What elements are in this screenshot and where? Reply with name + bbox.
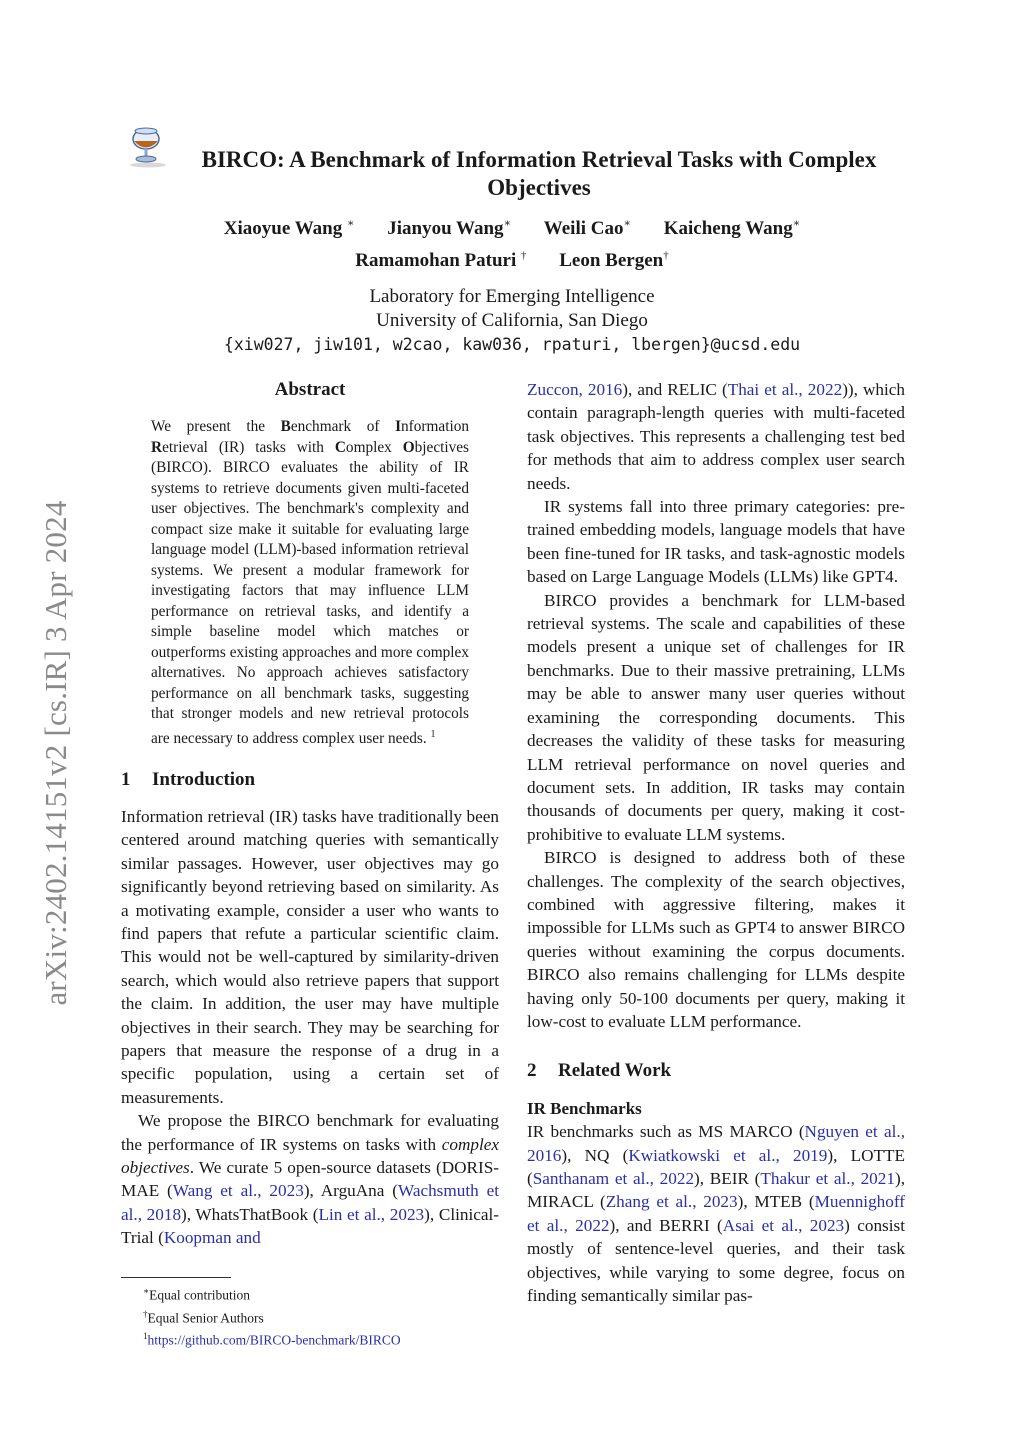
citation-link[interactable]: Thai et al., 2022 [727, 380, 843, 399]
author: Ramamohan Paturi † [355, 249, 527, 271]
footnote: ∗Equal contribution [143, 1286, 250, 1303]
section-heading-related-work: 2 Related Work [527, 1060, 672, 1082]
lab-name: Laboratory for Emerging Intelligence [369, 286, 655, 307]
intro-paragraph-5: BIRCO is designed to address both of these challenges. The complexity of the search objectives, combined with aggressive filtering, makes it impossible for LLMs such as GPT4 to answer BIRCO queries without examining the corpus documents. BIRCO also remains challenging for LLMs despite having only 50-100 documents per query, making it low-cost to evaluate LLM performance. [527, 848, 905, 1031]
citation-link[interactable]: Nguyen et al., 2016 [527, 1122, 905, 1165]
abstract-heading: Abstract [274, 379, 346, 400]
citation-link[interactable]: Thakur et al., 2021 [760, 1169, 895, 1188]
author: Weili Cao∗ [543, 218, 631, 240]
citation-link[interactable]: Asai et al., 2023 [722, 1215, 845, 1235]
github-link[interactable]: https://github.com/BIRCO-benchmark/BIRCO [147, 1332, 401, 1348]
brandy-glass-logo [126, 126, 170, 168]
arxiv-stamp [16, 468, 73, 1038]
right-column [527, 378, 905, 1307]
intro-paragraph-2-continued: Zuccon, 2016), and RELIC (Thai et al., 2022)), which contain paragraph-length queries with multi-faceted task objectives. This represents a challenging test bed for methods that aim to address complex user search needs. [527, 380, 906, 493]
citation-link[interactable]: Wachsmuth et al., 2018 [121, 1181, 499, 1224]
citation-link[interactable]: Wang et al., 2023 [172, 1181, 304, 1201]
left-column [121, 378, 499, 1250]
author: Jianyou Wang∗ [387, 218, 512, 240]
subsection-heading-ir-benchmarks: IR Benchmarks [527, 1098, 642, 1118]
arxiv-stamp-text: arXiv:2402.14151v2 [cs.IR] 3 Apr 2024 [38, 500, 73, 1006]
footnote: †Equal Senior Authors [143, 1308, 264, 1325]
university-name: University of California, San Diego [376, 310, 648, 331]
author-list [120, 211, 904, 274]
intro-paragraph-1: Information retrieval (IR) tasks have traditionally been centered around matching queries with semantically similar passages. However, user objectives may go significantly beyond retrieving based on similarity. As a motivating example, consider a user who wants to find papers that refute a particular scientific claim. This would not be well-captured by similarity-driven search, which would also retrieve papers that support the claim. In addition, the user may have multiple objectives in their search. They may be searching for papers that measure the response of a drug in a specific population, using a certain set of measurements. [121, 806, 499, 1107]
paper-title: BIRCO: A Benchmark of Information Retrieval Tasks with Complex Objectives [201, 147, 877, 200]
intro-paragraph-2: We propose the BIRCO benchmark for evaluating the performance of IR systems on tasks with complex objectives. We curate 5 open-source datasets (DORIS-MAE (Wang et al., 2023), ArguAna (Wachsmuth et al., 2018), WhatsThatBook (Lin et al., 2023), Clinical-Trial (Koopman and [121, 1111, 499, 1248]
citation-link[interactable]: Lin et al., 2023 [318, 1204, 425, 1224]
footnote-mark: 1 [430, 728, 436, 740]
section-heading-introduction: 1 Introduction [121, 768, 256, 790]
author: Xiaoyue Wang ∗ [223, 218, 355, 240]
citation-link[interactable]: Zhang et al., 2023 [605, 1192, 738, 1212]
citation-link[interactable]: Kwiatkowski et al., 2019 [628, 1145, 828, 1165]
citation-link[interactable]: Zuccon, 2016 [527, 380, 623, 399]
affiliation [120, 285, 904, 357]
citation-link[interactable]: Muennighoff et al., 2022 [527, 1192, 905, 1235]
abstract-body: We present the Benchmark of Information Retrieval (IR) tasks with Complex Objectives (BIRCO). BIRCO evaluates the ability of IR systems to retrieve documents given multi-faceted user objectives. The benchmark's complexity and compact size make it suitable for evaluating large language model (LLM)-based information retrieval systems. We present a modular framework for investigating factors that may influence LLM performance on retrieval tasks, and identify a simple baseline model which matches or outperforms existing approaches and more complex alternatives. No approach achieves satisfactory performance on all benchmark tasks, suggesting that stronger models and new retrieval protocols are necessary to address complex user needs. $^1$ [151, 418, 469, 747]
author: Leon Bergen† [559, 249, 669, 271]
intro-paragraph-4: BIRCO provides a benchmark for LLM-based retrieval systems. The scale and capabilities of these models present a unique set of challenges for IR benchmarks. Due to their massive pretraining, LLMs may be able to answer many user queries without examining the corresponding documents. This decreases the validity of these tasks for measuring LLM retrieval performance on novel queries and document sets. In addition, IR tasks may contain thousands of documents per query, making it cost-prohibitive to evaluate LLM systems. [527, 590, 905, 844]
footnotes [121, 1277, 499, 1350]
citation-link[interactable]: Koopman and [163, 1228, 261, 1248]
footnote-rule [121, 1277, 231, 1278]
citation-link[interactable]: Santhanam et al., 2022 [532, 1169, 695, 1188]
intro-paragraph-3: IR systems fall into three primary categories: pre-trained embedding models, language models that have been fine-tuned for IR tasks, and task-agnostic models based on Large Language Models (LLMs) like GPT4. [527, 497, 905, 587]
author-emails: {xiw027, jiw101, w2cao, kaw036, rpaturi, lbergen}@ucsd.edu [223, 335, 801, 354]
author: Kaicheng Wang∗ [663, 218, 801, 240]
related-work-paragraph: IR benchmarks such as MS MARCO (Nguyen et al., 2016), NQ (Kwiatkowski et al., 2019), LOTTE (Santhanam et al., 2022), BEIR (Thakur et al., 2021), MIRACL (Zhang et al., 2023), MTEB (Muennighoff et al., 2022), and BERRI (Asai et al., 2023) consist mostly of sentence-level queries, and their task objectives, while varying to some degree, focus on finding semantically similar pas- [527, 1122, 905, 1306]
footnote: $^1$https://github.com/BIRCO-benchmark/BIRCO [143, 1331, 401, 1348]
